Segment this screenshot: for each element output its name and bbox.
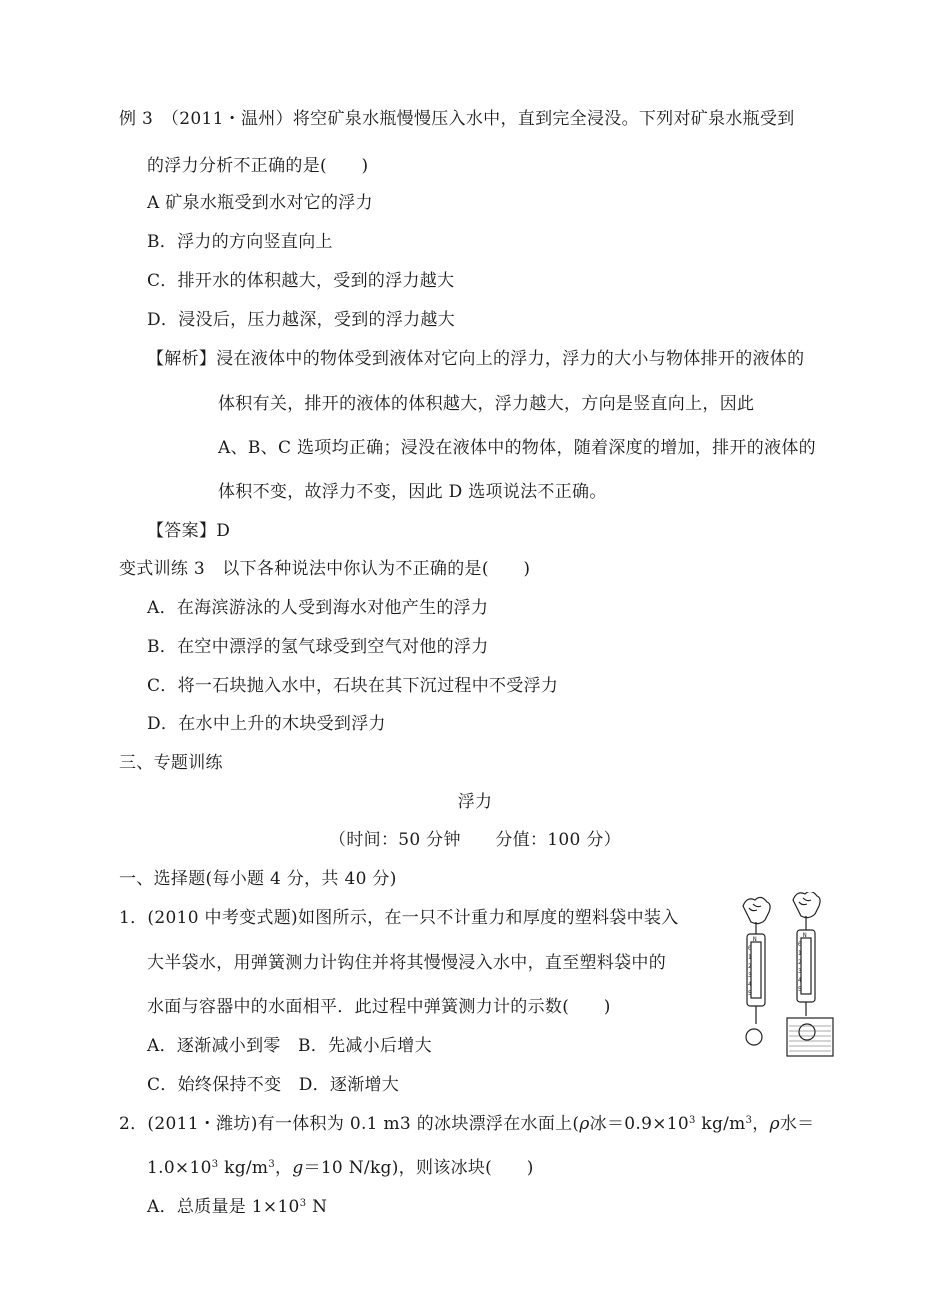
part-1-heading: 一、选择题(每小题 4 分，共 40 分) (119, 869, 397, 889)
exponent: 3 (268, 1159, 276, 1170)
q1-line-3: 水面与容器中的水面相平．此过程中弹簧测力计的示数( ) (147, 997, 611, 1017)
section-heading: 三、专题训练 (119, 753, 223, 773)
variant-3-option-a: A．在海滨游泳的人受到海水对他产生的浮力 (147, 598, 489, 618)
q2-water-label: 水＝ (779, 1114, 815, 1134)
variant-3-question: 变式训练 3 以下各种说法中你认为不正确的是( ) (119, 559, 531, 579)
example-3-line-2: 的浮力分析不正确的是( ) (147, 156, 369, 176)
exponent: 3 (745, 1115, 753, 1126)
exponent: 3 (211, 1159, 219, 1170)
example-3-line-1: 例 3 （2011・温州）将空矿泉水瓶慢慢压入水中，直到完全浸没。下列对矿泉水瓶受到 (119, 109, 795, 129)
spring-scale-figure (735, 892, 840, 1062)
q1-options-cd: C．始终保持不变 D．逐渐增大 (147, 1075, 400, 1095)
q2-water-density: 1.0×10 (147, 1158, 212, 1178)
q2-option-a-text: A．总质量是 1×10 (147, 1197, 300, 1217)
comma: ， (752, 1114, 770, 1134)
analysis-line-1: 【解析】浸在液体中的物体受到液体对它向上的浮力，浮力的大小与物体排开的液体的 (147, 349, 805, 369)
exponent: 3 (688, 1115, 696, 1126)
unit-kg-m: kg/m (701, 1114, 746, 1134)
example-3-option-c: C．排开水的体积越大，受到的浮力越大 (147, 271, 455, 291)
scale-unit-right: N (803, 932, 807, 939)
scale-tick-label: 4 (798, 977, 802, 984)
example-3-option-a: A 矿泉水瓶受到水对它的浮力 (147, 193, 373, 213)
q2-line-1 (119, 1113, 814, 1135)
q1-options-ab: A．逐渐减小到零 B．先减小后增大 (147, 1036, 432, 1056)
quiz-title: 浮力 (457, 792, 493, 812)
analysis-line-3: A、B、C 选项均正确；浸没在液体中的物体，随着深度的增加，排开的液体的 (218, 438, 816, 458)
variant-3-option-b: B．在空中漂浮的氢气球受到空气对他的浮力 (147, 637, 489, 657)
scale-tick-label: 4 (748, 981, 752, 988)
q2-line-2-text: ＝10 N/kg)，则该冰块( ) (303, 1158, 534, 1178)
q2-ice-density: 冰＝0.9×10 (589, 1114, 689, 1134)
exponent: 3 (299, 1198, 307, 1209)
scale-tick-label: 0 (748, 945, 752, 952)
q2-option-a (147, 1196, 327, 1218)
variant-3-option-c: C．将一石块抛入水中，石块在其下沉过程中不受浮力 (147, 676, 559, 696)
scale-tick-label: 1 (748, 954, 752, 961)
q1-line-2: 大半袋水，用弹簧测力计钩住并将其慢慢浸入水中，直至塑料袋中的 (147, 953, 666, 973)
analysis-line-4: 体积不变，故浮力不变，因此 D 选项说法不正确。 (218, 482, 607, 502)
quiz-meta: （时间：50 分钟 分值：100 分） (329, 830, 621, 850)
scale-tick-label: 1 (798, 950, 802, 957)
rho-ice: ρ (579, 1114, 590, 1134)
scale-tick-label: 0 (798, 941, 802, 948)
q2-line-2: $1.0\times 10^3$ $kg/m^3$，g＝10 N/kg)，则该冰块( ) (147, 1158, 534, 1178)
example-3-option-d: D．浸没后，压力越深，受到的浮力越大 (147, 310, 456, 330)
q2-line-1-text: 2．(2011・潍坊)有一体积为 0.1 m3 的冰块漂浮在水面上( (119, 1114, 580, 1134)
scale-tick-label: 2 (748, 963, 752, 970)
scale-tick-label: 5 (798, 986, 802, 993)
scale-unit-left: N (753, 936, 757, 943)
q1-line-1: 1．(2010 中考变式题)如图所示，在一只不计重力和厚度的塑料袋中装入 (119, 908, 679, 928)
unit-kg-m: kg/m (224, 1158, 269, 1178)
scale-tick-label: 5 (748, 990, 752, 997)
answer: 【答案】D (147, 521, 231, 541)
variant-3-option-d: D．在水中上升的木块受到浮力 (147, 714, 386, 734)
q2-option-a-unit: N (312, 1197, 328, 1217)
scale-tick-label: 2 (798, 959, 802, 966)
analysis-line-2: 体积有关，排开的液体的体积越大，浮力越大，方向是竖直向上，因此 (218, 394, 755, 414)
g-symbol: g (292, 1158, 304, 1178)
scale-tick-label: 3 (798, 968, 802, 975)
scale-tick-label: 3 (748, 972, 752, 979)
rho-water: ρ (769, 1114, 780, 1134)
example-3-option-b: B．浮力的方向竖直向上 (147, 232, 333, 252)
